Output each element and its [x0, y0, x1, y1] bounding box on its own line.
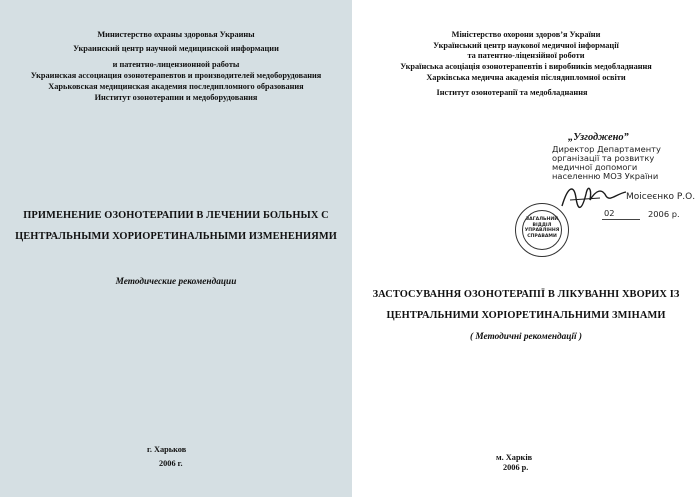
left-header-line-4: Украинская ассоциация озонотерапевтов и производителей медоборудования [30, 71, 322, 80]
left-title-line-2: ЦЕНТРАЛЬНЫМИ ХОРИОРЕТИНАЛЬНЫМИ ИЗМЕНЕНИЯМИ [15, 231, 337, 242]
right-header-line-1: Міністерство охорони здоров’я України [451, 30, 601, 39]
left-title-line-1: ПРИМЕНЕНИЕ ОЗОНОТЕРАПИИ В ЛЕЧЕНИИ БОЛЬНЫХ С [23, 210, 329, 221]
left-subtitle: Методические рекомендации [115, 277, 237, 287]
left-year: 2006 г. [159, 459, 183, 468]
approval-line-1: Директор Департаменту [552, 144, 661, 154]
right-header-line-4: Українська асоціація озонотерапевтів і виробників медобладнання [400, 62, 652, 71]
right-title-line-1: ЗАСТОСУВАННЯ ОЗОНОТЕРАПІЇ В ЛІКУВАННІ ХВОРИХ ІЗ [372, 289, 680, 300]
approval-heading: „Узгоджено” [568, 132, 629, 143]
approval-line-4: населенню МОЗ України [552, 170, 659, 181]
right-year: 2006 р. [503, 463, 529, 472]
right-city: м. Харків [496, 453, 533, 462]
approval-name: Моісеєнко Р.О. [626, 192, 696, 202]
left-header-line-6: Институт озонотерапии и медоборудования [94, 93, 258, 102]
left-header-line-5: Харьковская медицинская академия последипломного образования [48, 82, 304, 91]
right-header-line-2: Український центр наукової медичної інформації [433, 41, 619, 50]
right-header-line-3: та патентно-ліцензійної роботи [467, 51, 585, 60]
signature-mark [560, 176, 630, 216]
right-header-line-6: Інститут озонотерапії та медобладнання [436, 88, 588, 97]
approval-block [568, 132, 629, 143]
left-header-line-1: Министерство охраны здоровья Украины [97, 30, 255, 39]
right-title-line-2: ЦЕНТРАЛЬНИМИ ХОРІОРЕТИНАЛЬНИМИ ЗМІНАМИ [386, 310, 666, 321]
approval-line-2: організації та розвитку [552, 152, 655, 163]
stamp-line-3: УПРАВЛІННЯ [524, 228, 560, 233]
right-subtitle: ( Методичні рекомендації ) [469, 332, 583, 342]
left-header-line-2: Украинский центр научной медицинской информации [73, 44, 279, 53]
stamp-line-4: СПРАВАМИ [527, 233, 557, 239]
left-header-line-3: и патентно-лицензионной работы [112, 60, 240, 69]
right-header-line-5: Харківська медична академія післядипломної освіти [426, 73, 626, 82]
official-stamp [515, 203, 569, 257]
stamp-text [516, 217, 568, 239]
approval-date-year: 2006 р. [648, 209, 680, 219]
stamp-line-1: ЗАГАЛЬНИЙ [525, 217, 559, 222]
left-city: г. Харьков [147, 445, 187, 454]
approval-line-3: медичної допомоги [552, 161, 638, 172]
approval-date-day: 02 [604, 208, 615, 218]
stamp-line-2: ВІДДІЛ [532, 222, 552, 228]
approval-date-underline [602, 219, 640, 220]
